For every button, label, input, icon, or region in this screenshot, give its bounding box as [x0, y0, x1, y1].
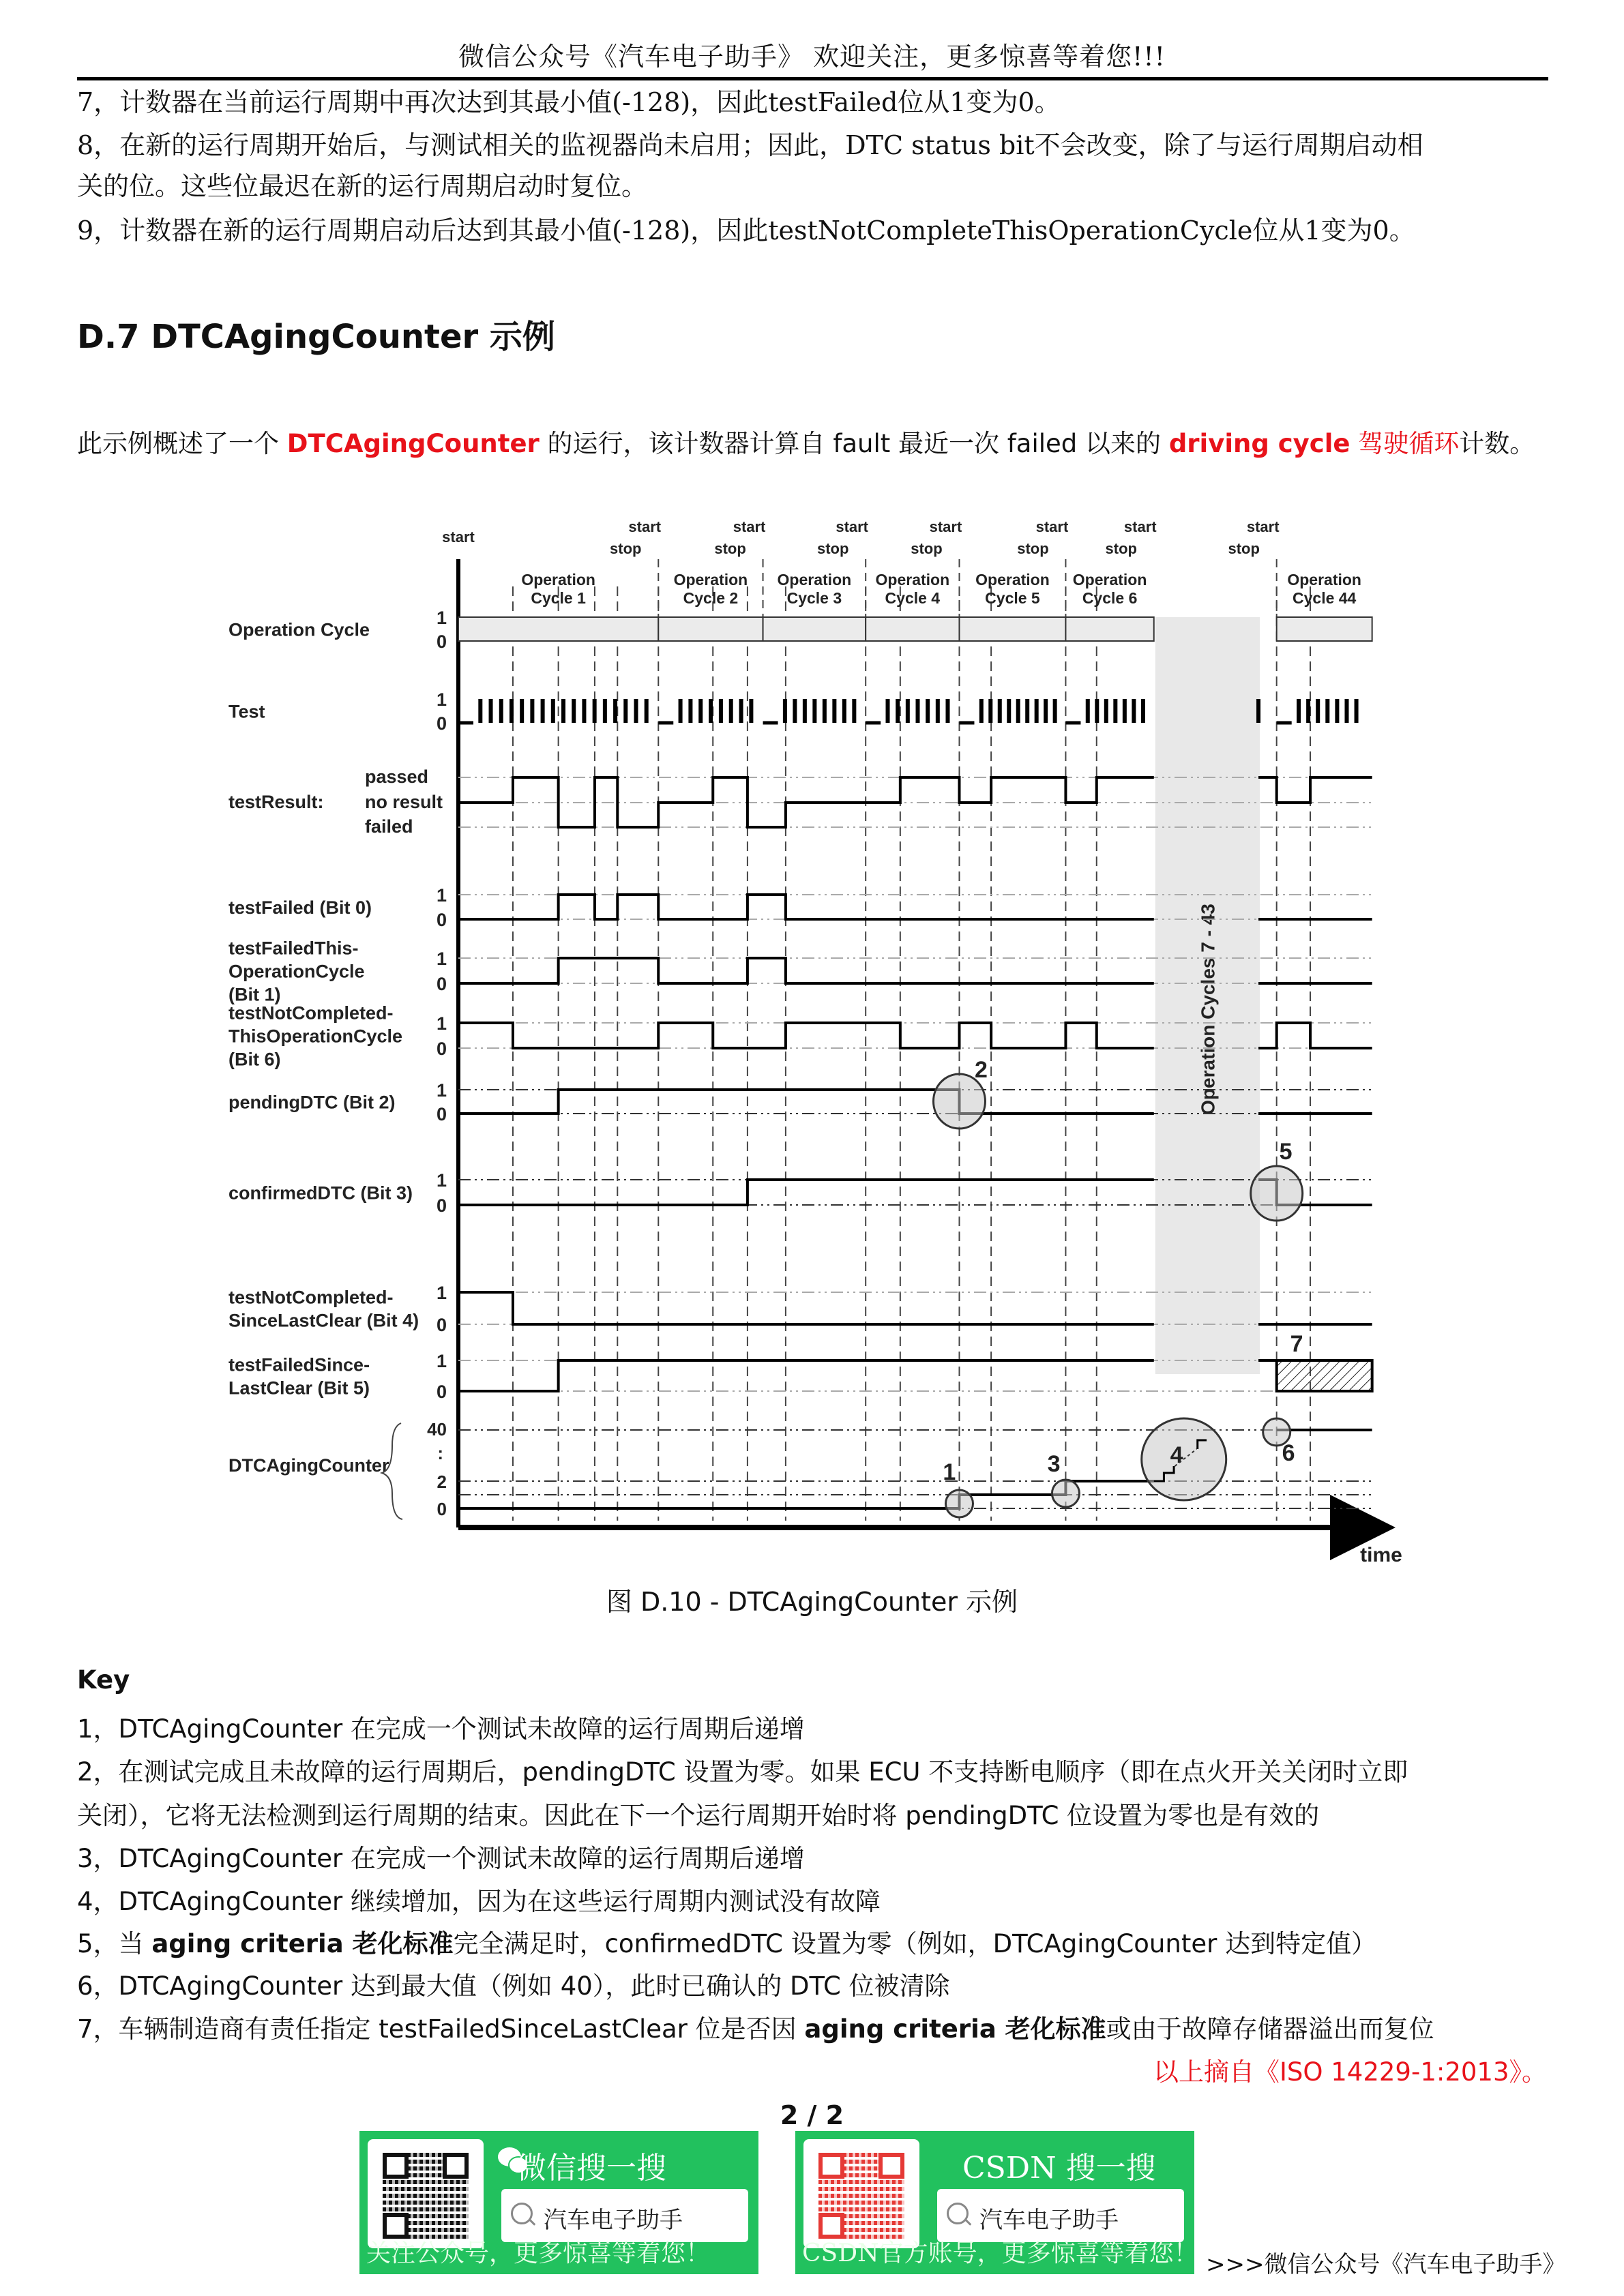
- intro-text-1: 此示例概述了一个: [77, 429, 287, 458]
- cycle-label-line1: Operation: [1072, 571, 1147, 588]
- annotation-circle-5: [1251, 1166, 1303, 1221]
- test-pulse: [926, 699, 930, 723]
- page-number: 2 / 2: [780, 2100, 844, 2130]
- test-pulse: [593, 699, 597, 723]
- intro-term-dtcagingcounter: DTCAgingCounter: [286, 429, 540, 458]
- key-7-post: 或由于故障存储器溢出而复位: [1106, 2014, 1434, 2044]
- test-pulse: [832, 699, 836, 723]
- test-pulse: [520, 699, 524, 723]
- key-5-post: 完全满足时，confirmedDTC 设置为零（例如，DTCAgingCounter 达到特定值）: [453, 1929, 1377, 1958]
- signal-name-label: testResult:: [228, 792, 324, 812]
- test-pulse: [709, 699, 713, 723]
- test-pulse: [499, 699, 503, 723]
- test-pulse: [1344, 699, 1348, 723]
- intro-text-3: 计数。: [1459, 429, 1535, 458]
- cycle-label-line1: Operation: [975, 571, 1050, 588]
- test-pulse: [842, 699, 846, 723]
- csdn-card-title: CSDN 搜一搜: [962, 2151, 1156, 2186]
- boundary-start-label: start: [628, 518, 662, 535]
- counter-level-40: 40: [427, 1419, 447, 1440]
- test-pulse: [613, 699, 617, 723]
- boundary-start-label: start: [1035, 518, 1069, 535]
- annotation-number-5: 5: [1279, 1139, 1293, 1165]
- cycle-label-line1: Operation: [673, 571, 748, 588]
- signal-name-label: testFailed (Bit 0): [228, 897, 372, 918]
- boundary-start-label: start: [733, 518, 766, 535]
- level-label-0: 0: [436, 910, 447, 930]
- signal-name-label: (Bit 6): [228, 1049, 281, 1070]
- test-pulse: [1132, 699, 1136, 723]
- test-pulse: [812, 699, 816, 723]
- skipped-cycles-label: Operation Cycles 7 - 43: [1197, 904, 1219, 1115]
- annotation-number-1: 1: [943, 1459, 956, 1485]
- key-7-pre: 7，车辆制造商有责任指定 testFailedSinceLastClear 位是否因: [77, 2014, 805, 2044]
- boundary-stop-label: stop: [610, 540, 642, 557]
- csdn-qr-code: [803, 2139, 919, 2248]
- level-label-0: 0: [436, 1315, 447, 1335]
- section-title: D.7 DTCAgingCounter 示例: [77, 318, 555, 356]
- operation-cycle-bar: [458, 617, 658, 641]
- key-item-4: 4，DTCAgingCounter 继续增加，因为在这些运行周期内测试没有故障: [77, 1887, 881, 1916]
- level-label-0: 0: [436, 974, 447, 994]
- intro-term-driving-cycle-cn: 驾驶循环: [1350, 429, 1460, 458]
- test-pulse: [729, 699, 733, 723]
- cycle-label-line1: Operation: [777, 571, 852, 588]
- boundary-stop-label: stop: [816, 540, 849, 557]
- test-pulse: [679, 699, 683, 723]
- qr-finder: [818, 2153, 844, 2179]
- test-pulse: [915, 699, 919, 723]
- hatched-reset-region: [1277, 1360, 1372, 1391]
- test-pulse: [988, 699, 992, 723]
- time-axis-label: time: [1360, 1544, 1402, 1566]
- test-pulse: [1141, 699, 1145, 723]
- signal-name-label: SinceLastClear (Bit 4): [228, 1310, 419, 1331]
- boundary-stop-label: stop: [1228, 540, 1260, 557]
- test-pulse: [936, 699, 940, 723]
- note-9: 9，计数器在新的运行周期启动后达到其最小值(-128)，因此testNotCompleteThisOperationCycle位从1变为0。: [77, 215, 1415, 245]
- level-label-1: 1: [436, 1170, 447, 1191]
- test-pulse: [478, 699, 482, 723]
- test-pulse: [572, 699, 576, 723]
- cycle-label-line2: Cycle 5: [985, 589, 1040, 607]
- signal-name-label: pendingDTC (Bit 2): [228, 1092, 396, 1113]
- test-pulse: [645, 699, 649, 723]
- annotation-circle-1: [945, 1490, 973, 1517]
- test-pulse: [1325, 699, 1329, 723]
- level-label-1: 1: [436, 1080, 447, 1101]
- test-pulse: [489, 699, 493, 723]
- test-pulse: [698, 699, 703, 723]
- signal-waveform: [458, 1360, 1277, 1391]
- operation-cycle-bar: [959, 617, 1065, 641]
- operation-cycle-bar: [658, 617, 763, 641]
- level-label-0: 0: [436, 1195, 447, 1216]
- wechat-card-tagline: 关注公众号，更多惊喜等着您！: [366, 2239, 711, 2267]
- note-7: 7，计数器在当前运行周期中再次达到其最小值(-128)，因此testFailed位从1变为0。: [77, 87, 1061, 117]
- cycle-label-line2: Cycle 6: [1082, 589, 1138, 607]
- note-8-line1: 8，在新的运行周期开始后，与测试相关的监视器尚未启用；因此，DTC status bit不会改变，除了与运行周期启动相: [77, 130, 1423, 160]
- test-pulse: [1044, 699, 1048, 723]
- boundary-start-label: start: [1246, 518, 1280, 535]
- annotation-circle-3: [1052, 1480, 1079, 1507]
- wechat-search-card[interactable]: [359, 2131, 758, 2274]
- key-item-2-line1: 2，在测试完成且未故障的运行周期后，pendingDTC 设置为零。如果 ECU 不支持断电顺序（即在点火开关关闭时立即: [77, 1757, 1408, 1787]
- qr-finder: [443, 2153, 469, 2179]
- boundary-start-label: start: [442, 528, 475, 546]
- signal-name-label: testNotCompleted-: [228, 1002, 394, 1024]
- test-pulse: [739, 699, 743, 723]
- signal-name-label: (Bit 1): [228, 984, 281, 1005]
- cycle-label-line2: Cycle 2: [683, 589, 739, 607]
- test-pulse: [886, 699, 890, 723]
- test-pulse: [582, 699, 586, 723]
- qr-finder: [383, 2153, 409, 2179]
- operation-cycle-bar: [866, 617, 959, 641]
- test-pulse: [852, 699, 856, 723]
- key-item-5: [77, 1923, 1376, 1960]
- test-pulse: [719, 699, 723, 723]
- key-5-bold: aging criteria 老化标准: [151, 1929, 454, 1958]
- cycle-label-line1: Operation: [521, 571, 595, 588]
- test-pulse: [1035, 699, 1039, 723]
- signal-name-label: Operation Cycle: [228, 619, 370, 640]
- boundary-stop-label: stop: [714, 540, 746, 557]
- page-header-banner: 微信公众号《汽车电子助手》 欢迎关注，更多惊喜等着您!!!: [458, 42, 1166, 72]
- cycle-label-line2: Cycle 44: [1293, 589, 1357, 607]
- cycle-label-line1: Operation: [1287, 571, 1361, 588]
- test-pulse: [1335, 699, 1339, 723]
- test-pulse: [1095, 699, 1099, 723]
- source-note: 以上摘自《ISO 14229-1:2013》。: [1153, 2057, 1547, 2087]
- level-label-1: 1: [436, 1013, 447, 1034]
- test-pulse: [803, 699, 807, 723]
- figure-caption: 图 D.10 - DTCAgingCounter 示例: [606, 1587, 1018, 1617]
- boundary-start-label: start: [836, 518, 869, 535]
- csdn-card-tagline: CSDN官方账号，更多惊喜等着您！: [802, 2239, 1198, 2267]
- test-pulse: [1016, 699, 1020, 723]
- signal-name-label: DTCAgingCounter: [228, 1455, 389, 1476]
- key-title: Key: [77, 1665, 130, 1695]
- level-label-1: 1: [436, 949, 447, 969]
- test-pulse: [623, 699, 628, 723]
- signal-name-label: ThisOperationCycle: [228, 1026, 403, 1047]
- signal-name-label: confirmedDTC (Bit 3): [228, 1182, 413, 1204]
- level-label-1: 1: [436, 689, 447, 710]
- test-pulse: [1113, 699, 1117, 723]
- test-pulse: [793, 699, 797, 723]
- note-8-line2: 关的位。这些位最迟在新的运行周期启动时复位。: [77, 171, 648, 201]
- signal-name-label: testNotCompleted-: [228, 1287, 394, 1308]
- test-pulse: [1316, 699, 1320, 723]
- operation-cycle-bar: [763, 617, 866, 641]
- qr-finder: [879, 2153, 904, 2179]
- search-icon: [511, 2203, 533, 2224]
- intro-term-driving-cycle: driving cycle: [1168, 429, 1350, 458]
- signal-name-label: Test: [228, 701, 265, 722]
- test-pulse: [896, 699, 900, 723]
- test-pulse: [1123, 699, 1127, 723]
- test-pulse: [906, 699, 910, 723]
- test-pulse: [749, 699, 753, 723]
- test-pulse: [823, 699, 827, 723]
- signal-name-label: OperationCycle: [228, 961, 365, 982]
- level-label-1: 1: [436, 1283, 447, 1303]
- key-item-2-line2: 关闭），它将无法检测到运行周期的结束。因此在下一个运行周期开始时将 pendingDTC 位设置为零也是有效的: [77, 1801, 1320, 1830]
- boundary-stop-label: stop: [1105, 540, 1137, 557]
- wechat-qr-code: [368, 2139, 484, 2248]
- annotation-number-4: 4: [1170, 1442, 1183, 1468]
- level-label-1: 1: [436, 1351, 447, 1371]
- test-pulse: [1297, 699, 1301, 723]
- level-label-0: 0: [436, 1382, 447, 1402]
- level-label-0: 0: [436, 631, 447, 652]
- boundary-stop-label: stop: [1017, 540, 1049, 557]
- level-label-0: 0: [436, 713, 447, 734]
- test-pulse: [783, 699, 787, 723]
- test-pulse: [1007, 699, 1011, 723]
- test-pulse: [551, 699, 555, 723]
- boundary-start-label: start: [1123, 518, 1157, 535]
- test-pulse: [945, 699, 949, 723]
- key-item-3: 3，DTCAgingCounter 在完成一个测试未故障的运行周期后递增: [77, 1844, 805, 1873]
- test-pulse: [603, 699, 607, 723]
- test-pulse: [561, 699, 565, 723]
- counter-level-2: 2: [437, 1472, 447, 1492]
- boundary-stop-label: stop: [911, 540, 943, 557]
- cycle-label-line2: Cycle 1: [531, 589, 586, 607]
- operation-cycle-bar: [1277, 617, 1372, 641]
- cycle-label-line2: Cycle 3: [786, 589, 842, 607]
- level-label-passed: passed: [365, 766, 429, 787]
- test-pulse: [979, 699, 984, 723]
- level-label-0: 0: [436, 1039, 447, 1059]
- counter-brace: [382, 1423, 402, 1519]
- signal-name-label: testFailedThis-: [228, 938, 359, 959]
- annotation-number-2: 2: [975, 1057, 988, 1083]
- test-pulse: [1104, 699, 1108, 723]
- signal-name-label: LastClear (Bit 5): [228, 1377, 370, 1399]
- key-7-bold: aging criteria 老化标准: [804, 2014, 1106, 2044]
- cycle-label-line1: Operation: [875, 571, 950, 588]
- counter-level-0: 0: [437, 1499, 447, 1519]
- key-item-7: [77, 2008, 1434, 2045]
- test-pulse: [634, 699, 638, 723]
- level-label-1: 1: [436, 608, 447, 628]
- test-pulse: [530, 699, 534, 723]
- follow-link[interactable]: >>>微信公众号《汽车电子助手》: [1206, 2251, 1566, 2278]
- level-label-failed: failed: [365, 816, 413, 837]
- level-label-0: 0: [436, 1104, 447, 1124]
- test-pulse: [1086, 699, 1090, 723]
- intro-text-2: 的运行，该计数器计算自 fault 最近一次 failed 以来的: [539, 429, 1169, 458]
- test-pulse: [1306, 699, 1310, 723]
- signal-name-label: testFailedSince-: [228, 1354, 370, 1375]
- key-item-6: 6，DTCAgingCounter 达到最大值（例如 40），此时已确认的 DTC 位被清除: [77, 1971, 950, 2001]
- test-pulse: [1053, 699, 1057, 723]
- annotation-number-7: 7: [1290, 1331, 1303, 1357]
- wechat-search-text: 汽车电子助手: [544, 2207, 683, 2234]
- test-pulse: [541, 699, 545, 723]
- csdn-search-text: 汽车电子助手: [979, 2207, 1119, 2234]
- test-pulse: [998, 699, 1002, 723]
- cycle-label-line2: Cycle 4: [885, 589, 941, 607]
- csdn-search-card[interactable]: [795, 2131, 1198, 2274]
- test-pulse: [688, 699, 692, 723]
- test-pulse: [510, 699, 514, 723]
- counter-level-ellipsis: :: [437, 1443, 443, 1463]
- annotation-number-6: 6: [1282, 1440, 1295, 1466]
- test-pulse: [1355, 699, 1359, 723]
- search-icon: [947, 2203, 969, 2224]
- level-label-1: 1: [436, 885, 447, 906]
- boundary-start-label: start: [929, 518, 962, 535]
- annotation-number-3: 3: [1047, 1451, 1061, 1477]
- test-pulse: [1025, 699, 1029, 723]
- level-label-no-result: no result: [365, 792, 443, 812]
- key-5-pre: 5，当: [77, 1929, 152, 1958]
- wechat-card-title: 微信搜一搜: [516, 2151, 666, 2186]
- operation-cycle-bar: [1065, 617, 1153, 641]
- key-item-1: 1，DTCAgingCounter 在完成一个测试未故障的运行周期后递增: [77, 1714, 805, 1744]
